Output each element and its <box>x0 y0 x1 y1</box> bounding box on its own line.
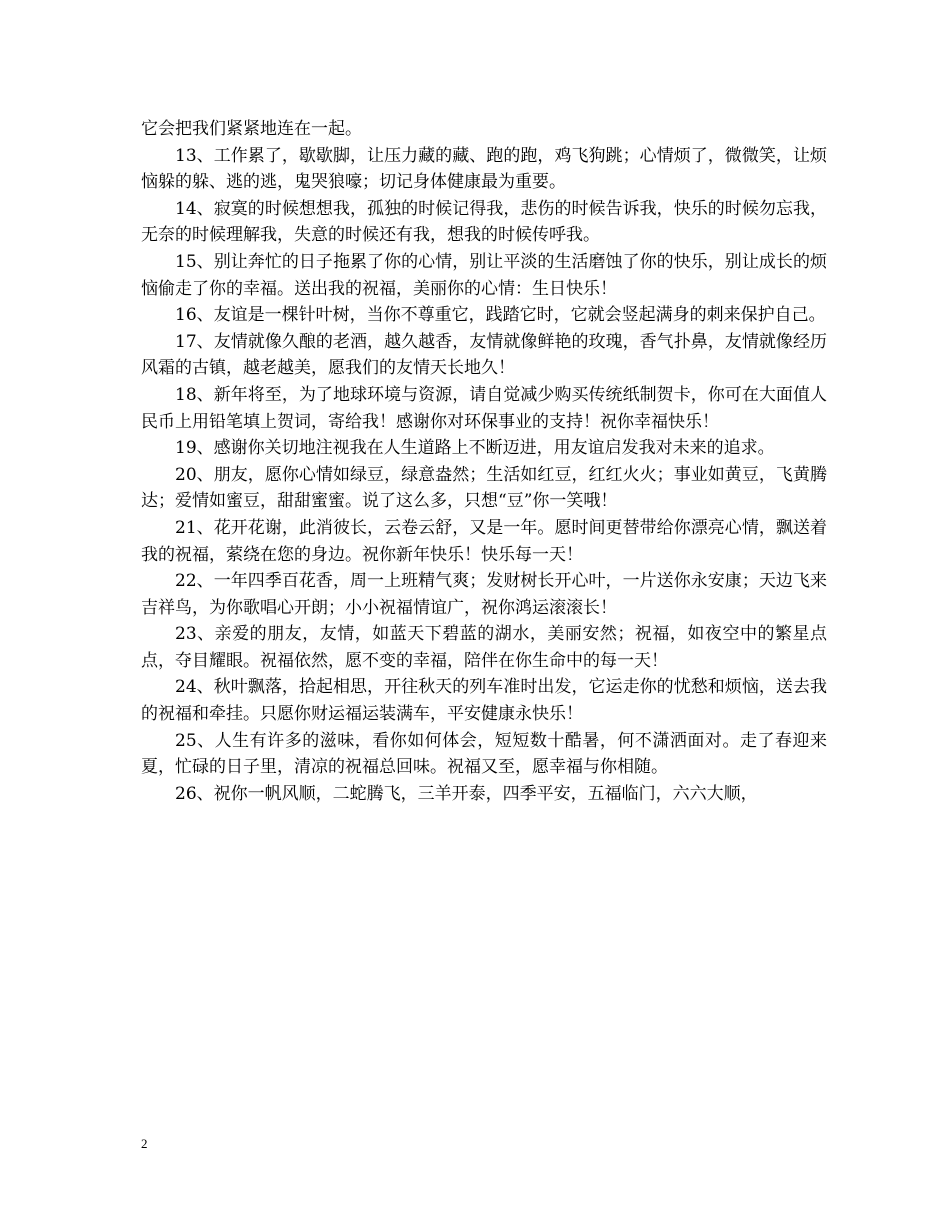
paragraph-26: 26、祝你一帆风顺，二蛇腾飞，三羊开泰，四季平安，五福临门，六六大顺， <box>175 783 758 804</box>
paragraph-25: 25、人生有许多的滋味，看你如何体会，短短数十酷暑，何不潇洒面对。走了春迎来夏，忙碌的日子里，清凉的祝福总回味。祝福又至，愿幸福与你相随。 <box>141 730 827 778</box>
paragraph-18: 18、新年将至，为了地球环境与资源，请自觉减少购买传统纸制贺卡，你可在大面值人民币上用铅笔填上贺词，寄给我！感谢你对环保事业的支持！祝你幸福快乐！ <box>141 384 827 432</box>
paragraph-17: 17、友情就像久酿的老酒，越久越香，友情就像鲜艳的玫瑰，香气扑鼻，友情就像经历风霜的古镇，越老越美，愿我们的友情天长地久！ <box>141 331 827 379</box>
paragraph-16: 16、友谊是一棵针叶树，当你不尊重它，践踏它时，它就会竖起满身的刺来保护自己。 <box>175 305 826 326</box>
paragraph-19: 19、感谢你关切地注视我在人生道路上不断迈进，用友谊启发我对未来的追求。 <box>175 438 775 459</box>
paragraph-24: 24、秋叶飘落，拾起相思，开往秋天的列车准时出发，它运走你的忧愁和烦恼，送去我的祝福和牵挂。只愿你财运福运装满车，平安健康永快乐！ <box>141 677 827 725</box>
paragraph-23: 23、亲爱的朋友，友情，如蓝天下碧蓝的湖水，美丽安然；祝福，如夜空中的繁星点点，夺目耀眼。祝福依然，愿不变的幸福，陪伴在你生命中的每一天！ <box>141 624 827 671</box>
page-number: 2 <box>141 1136 148 1151</box>
page-body <box>141 116 827 807</box>
paragraph-22: 22、一年四季百花香，周一上班精气爽；发财树长开心叶，一片送你永安康；天边飞来吉祥鸟，为你歌唱心开朗；小小祝福情谊广，祝你鸿运滚滚长！ <box>141 571 827 618</box>
paragraph-continuation: 它会把我们紧紧地连在一起。 <box>141 119 362 139</box>
paragraph-20: 20、朋友，愿你心情如绿豆，绿意盎然；生活如红豆，红红火火；事业如黄豆，飞黄腾达；爱情如蜜豆，甜甜蜜蜜。说了这么多，只想“豆”你一笑哦！ <box>141 464 827 512</box>
paragraph-13: 13、工作累了，歇歇脚，让压力藏的藏、跑的跑，鸡飞狗跳；心情烦了，微微笑，让烦恼躲的躲、逃的逃，鬼哭狼嚎；切记身体健康最为重要。 <box>141 145 827 193</box>
paragraph-15: 15、别让奔忙的日子拖累了你的心情，别让平淡的生活磨蚀了你的快乐，别让成长的烦恼偷走了你的幸福。送出我的祝福，美丽你的心情：生日快乐！ <box>141 251 827 299</box>
paragraph-14: 14、寂寞的时候想想我，孤独的时候记得我，悲伤的时候告诉我，快乐的时候勿忘我，无奈的时候理解我，失意的时候还有我，想我的时候传呼我。 <box>141 198 827 246</box>
paragraph-21: 21、花开花谢，此消彼长，云卷云舒，又是一年。愿时间更替带给你漂亮心情，飘送着我的祝福，萦绕在您的身边。祝你新年快乐！快乐每一天！ <box>141 517 827 565</box>
